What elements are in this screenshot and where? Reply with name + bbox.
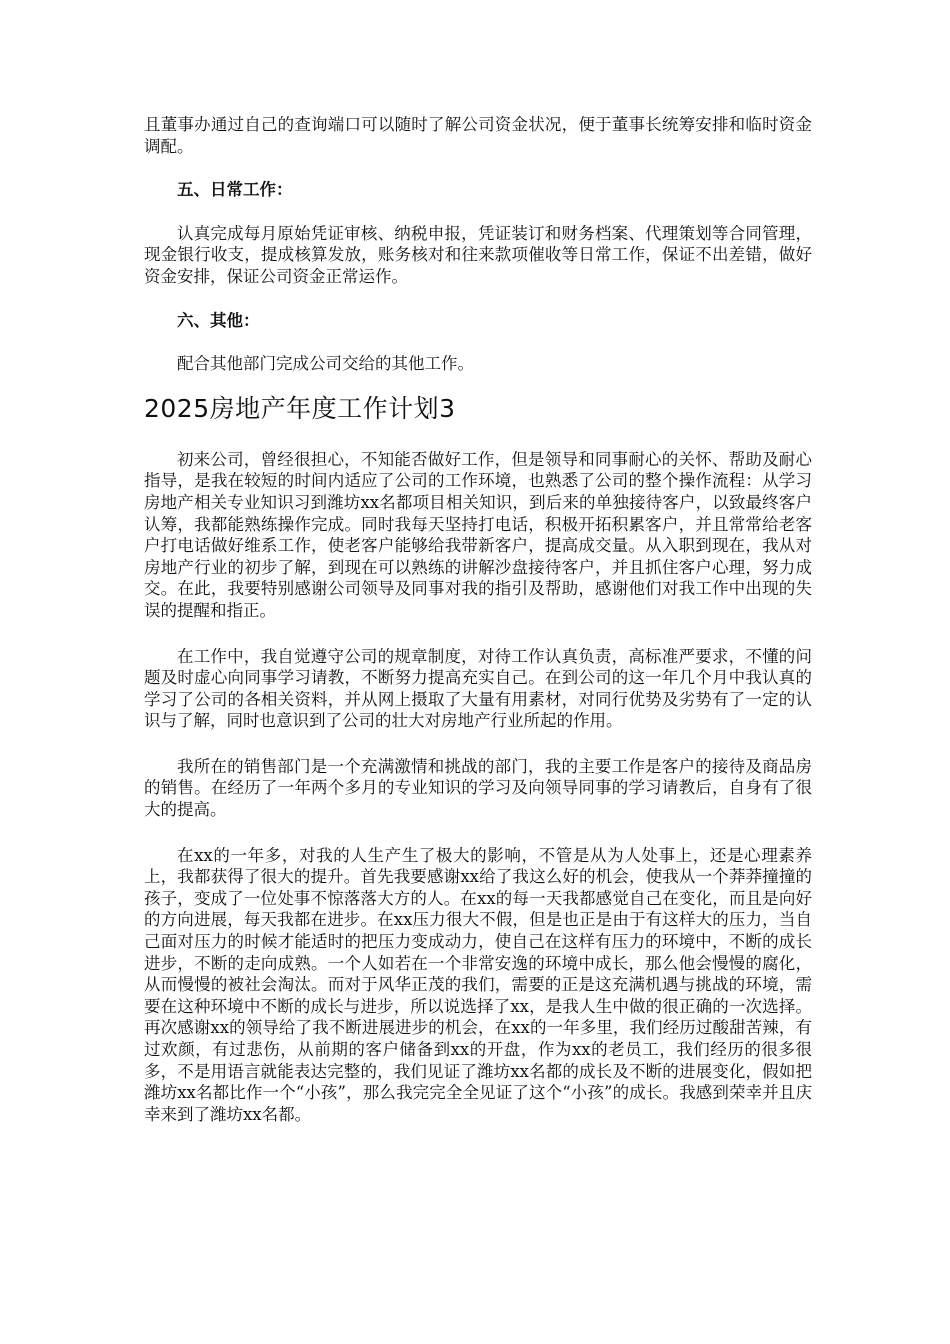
plan3-paragraph-4: 在xx的一年多，对我的人生产生了极大的影响，不管是从为人处事上，还是心理素养上，我都获得了很大的提升。首先我要感谢xx给了我这么好的机会，使我从一个莽莽撞撞的孩子，变成了一位处事不惊落落大方的人。在xx的每一天我都感觉自己在变化，而且是向好的方向进展，每天我都在进步。在xx压力很大不假，但是也正是由于有这样大的压力，当自己面对压力的时候才能适时的把压力变成动力，使自己在这样有压力的环境中，不断的成长进步，不断的走向成熟。一个人如若在一个非常安逸的环境中成长，那么他会慢慢的腐化，从而慢慢的被社会淘汰。而对于风华正茂的我们，需要的正是这充满机遇与挑战的环境，需要在这种环境中不断的成长与进步，所以说选择了xx，是我人生中做的很正确的一次选择。再次感谢xx的领导给了我不断进展进步的机会，在xx的一年多里，我们经历过酸甜苦辣，有过欢颜，有过悲伤，从前期的客户储备到xx的开盘，作为xx的老员工，我们经历的很多很多，不是用语言就能表达完整的，我们见证了潍坊xx名都的成长及不断的进展变化，假如把潍坊xx名都比作一个“小孩”，那么我完完全全见证了这个“小孩”的成长。我感到荣幸并且庆幸来到了潍坊xx名都。 [144, 845, 812, 1124]
plan3-paragraph-3: 我所在的销售部门是一个充满激情和挑战的部门，我的主要工作是客户的接待及商品房的销售。在经历了一年两个多月的专业知识的学习及向领导同事的学习请教后，自身有了很大的提高。 [144, 756, 812, 820]
plan3-title: 2025房地产年度工作计划3 [144, 393, 456, 423]
plan3-paragraph-2: 在工作中，我自觉遵守公司的规章制度，对待工作认真负责，高标准严要求，不懂的问题及时虚心向同事学习请教，不断努力提高充实自己。在到公司的这一年几个月中我认真的学习了公司的各相关资料，并从网上摄取了大量有用素材，对同行优势及劣势有了一定的认识与了解，同时也意识到了公司的壮大对房地产行业所起的作用。 [144, 646, 812, 731]
plan3-paragraph-1: 初来公司，曾经很担心，不知能否做好工作，但是领导和同事耐心的关怀、帮助及耐心指导，是我在较短的时间内适应了公司的工作环境，也熟悉了公司的整个操作流程：从学习房地产相关专业知识习到潍坊xx名都项目相关知识，到后来的单独接待客户，以致最终客户认筹，我都能熟练操作完成。同时我每天坚持打电话，积极开拓积累客户，并且常常给老客户打电话做好维系工作，使老客户能够给我带新客户，提高成交量。从入职到现在，我从对房地产行业的初步了解，到现在可以熟练的讲解沙盘接待客户，并且抓住客户心理，努力成交。在此，我要特别感谢公司领导及同事对我的指引及帮助，感谢他们对我工作中出现的失误的提醒和指正。 [144, 449, 812, 620]
intro-paragraph: 且董事办通过自己的查询端口可以随时了解公司资金状况，便于董事长统筹安排和临时资金调配。 [144, 115, 812, 156]
section6-heading: 六、其他： [177, 310, 260, 330]
section6-body: 配合其他部门完成公司交给的其他工作。 [177, 354, 474, 374]
section5-body: 认真完成每月原始凭证审核、纳税申报，凭证装订和财务档案、代理策划等合同管理，现金银行收支，提成核算发放，账务核对和往来款项催收等日常工作，保证不出差错，做好资金安排，保证公司资金正常运作。 [144, 223, 812, 286]
section5-heading: 五、日常工作： [177, 180, 293, 200]
document-page [144, 114, 812, 1125]
